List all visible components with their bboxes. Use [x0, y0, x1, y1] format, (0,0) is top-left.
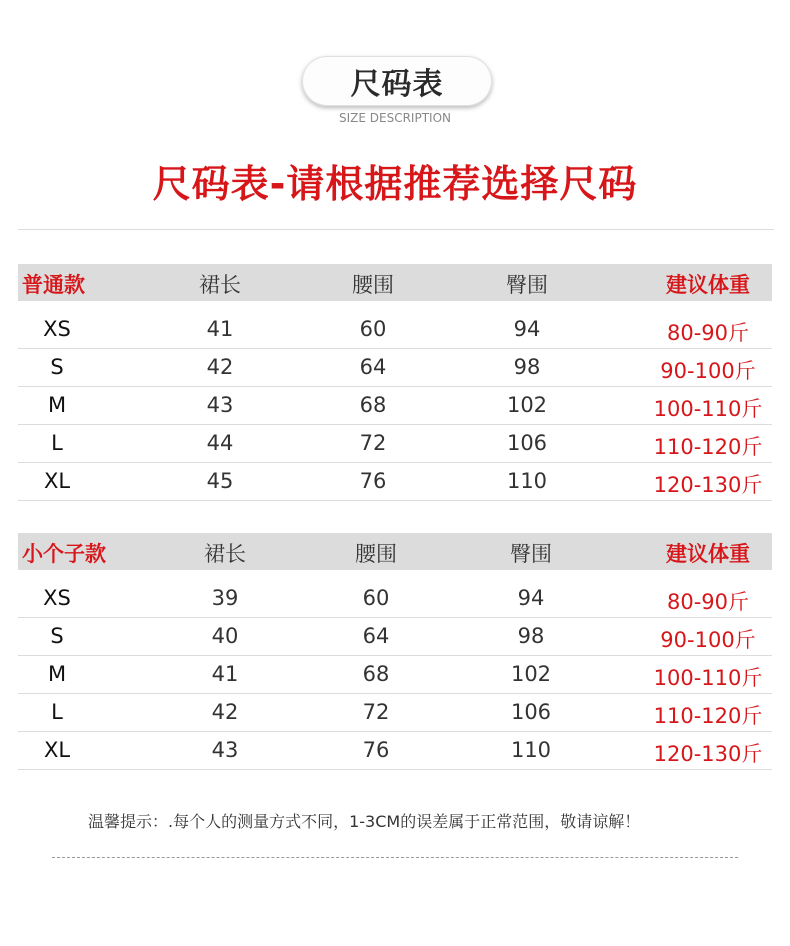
header-cell-waist: 腰围	[352, 273, 394, 297]
length-cell: 43	[206, 393, 234, 417]
length-cell: 43	[211, 738, 239, 762]
hip-cell: 102	[510, 662, 552, 686]
length-cell: 44	[206, 431, 234, 455]
table-row	[18, 310, 772, 349]
waist-cell: 60	[359, 317, 387, 341]
table-row	[18, 693, 772, 732]
size-cell: M	[47, 393, 67, 417]
size-cell: S	[50, 624, 64, 648]
weight-cell: 80-90斤	[666, 590, 750, 614]
table-row	[18, 617, 772, 656]
hip-cell: 98	[517, 624, 545, 648]
weight-cell: 90-100斤	[660, 628, 756, 652]
weight-cell: 120-130斤	[653, 473, 763, 497]
waist-cell: 76	[359, 469, 387, 493]
hip-cell: 94	[517, 586, 545, 610]
header-cell-style: 普通款	[22, 273, 85, 297]
hip-cell: 106	[506, 431, 548, 455]
weight-cell: 80-90斤	[666, 321, 750, 345]
badge-title: 尺码表	[350, 67, 444, 102]
table-header-row	[18, 264, 772, 301]
header-cell-weight: 建议体重	[666, 542, 750, 566]
size-cell: M	[47, 662, 67, 686]
table-row	[18, 348, 772, 387]
weight-cell: 120-130斤	[653, 742, 763, 766]
length-cell: 40	[211, 624, 239, 648]
waist-cell: 76	[362, 738, 390, 762]
waist-cell: 72	[359, 431, 387, 455]
header-cell-hip: 臀围	[506, 273, 548, 297]
length-cell: 39	[211, 586, 239, 610]
size-cell: L	[51, 431, 63, 455]
dashed-divider	[52, 857, 738, 858]
waist-cell: 68	[362, 662, 390, 686]
table-row	[18, 386, 772, 425]
table-row	[18, 424, 772, 463]
hip-cell: 106	[510, 700, 552, 724]
size-cell: XS	[43, 317, 71, 341]
length-cell: 42	[211, 700, 239, 724]
length-cell: 42	[206, 355, 234, 379]
table-row	[18, 462, 772, 501]
table-header-row	[18, 533, 772, 570]
size-cell: S	[50, 355, 64, 379]
length-cell: 45	[206, 469, 234, 493]
badge-subtitle: SIZE DESCRIPTION	[339, 111, 451, 125]
weight-cell: 100-110斤	[653, 397, 763, 421]
length-cell: 41	[206, 317, 234, 341]
hip-cell: 102	[506, 393, 548, 417]
header-cell-waist: 腰围	[355, 542, 397, 566]
page-title: 尺码表-请根据推荐选择尺码	[152, 162, 638, 206]
header-cell-length: 裙长	[199, 273, 241, 297]
table-row	[18, 731, 772, 770]
hip-cell: 94	[513, 317, 541, 341]
header-cell-hip: 臀围	[510, 542, 552, 566]
size-chart-badge	[302, 56, 492, 106]
weight-cell: 100-110斤	[653, 666, 763, 690]
waist-cell: 60	[362, 586, 390, 610]
waist-cell: 72	[362, 700, 390, 724]
header-cell-length: 裙长	[204, 542, 246, 566]
hip-cell: 110	[506, 469, 548, 493]
weight-cell: 110-120斤	[653, 704, 763, 728]
size-cell: XL	[43, 738, 71, 762]
hip-cell: 98	[513, 355, 541, 379]
hip-cell: 110	[510, 738, 552, 762]
weight-cell: 110-120斤	[653, 435, 763, 459]
size-cell: L	[51, 700, 63, 724]
table-row	[18, 655, 772, 694]
waist-cell: 64	[362, 624, 390, 648]
waist-cell: 68	[359, 393, 387, 417]
waist-cell: 64	[359, 355, 387, 379]
size-cell: XS	[43, 586, 71, 610]
header-cell-weight: 建议体重	[666, 273, 750, 297]
length-cell: 41	[211, 662, 239, 686]
weight-cell: 90-100斤	[660, 359, 756, 383]
divider	[18, 229, 774, 230]
size-cell: XL	[43, 469, 71, 493]
footer-note: 温馨提示：.每个人的测量方式不同，1-3CM的误差属于正常范围，敬请谅解！	[88, 812, 641, 831]
table-row	[18, 579, 772, 618]
header-cell-style: 小个子款	[22, 542, 106, 566]
